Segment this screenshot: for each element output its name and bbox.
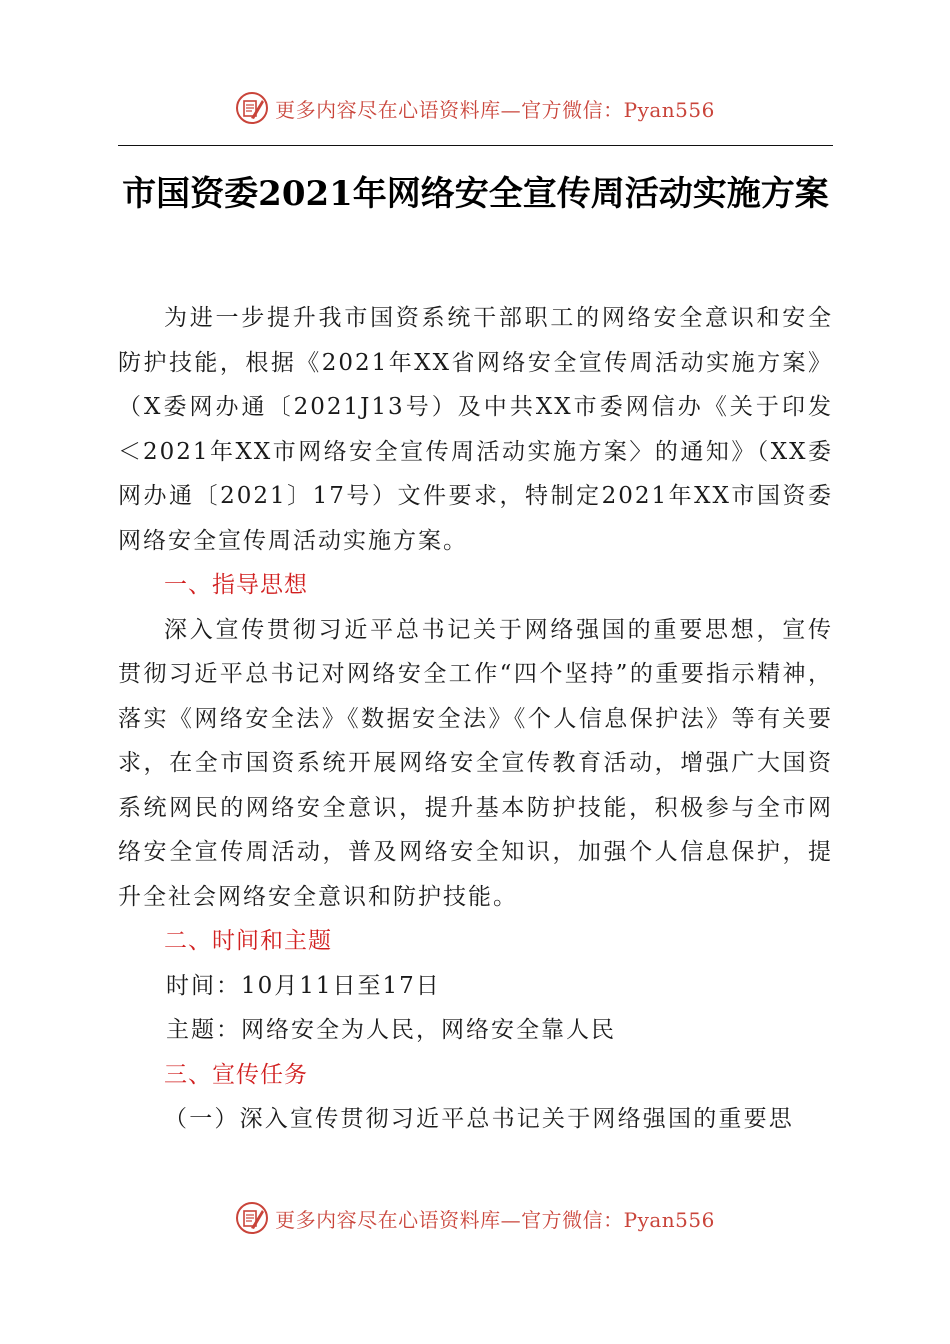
time-line: 时间：10月11日至17日 <box>166 972 441 999</box>
intro-paragraph: 为进一步提升我市国资系统干部职工的网络安全意识和安全防护技能，根据《2021年XX省网络安全宣传周活动实施方案》（X委网办通〔2021J13号）及中共XX市委网信办《关于印发＜2021年XX市网络安全宣传周活动实施方案〉的通知》（XX委网办通〔2021〕17号）文件要求，特制定2021年XX市国资委网络安全宣传周活动实施方案。 <box>118 305 833 554</box>
document-body <box>118 296 833 1142</box>
section-heading-guiding-ideology: 一、指导思想 <box>164 572 308 598</box>
header-watermark-banner <box>0 88 950 128</box>
section-heading-time-and-theme: 二、时间和主题 <box>164 928 332 954</box>
task-item-1: （一）深入宣传贯彻习近平总书记关于网络强国的重要思 <box>164 1106 794 1132</box>
footer-watermark-banner <box>0 1198 950 1238</box>
document-title: 市国资委2021年网络安全宣传周活动实施方案 <box>122 174 829 214</box>
pen-on-notepad-icon <box>235 91 269 125</box>
banner-text: 更多内容尽在心语资料库—官方微信：Pyan556 <box>275 1207 715 1232</box>
header-divider <box>118 145 833 146</box>
pen-on-notepad-icon <box>235 1201 269 1235</box>
banner-text: 更多内容尽在心语资料库—官方微信：Pyan556 <box>275 97 715 122</box>
section-heading-publicity-tasks: 三、宣传任务 <box>164 1061 308 1088</box>
guiding-ideology-paragraph: 深入宣传贯彻习近平总书记关于网络强国的重要思想，宣传贯彻习近平总书记对网络安全工作“四个坚持”的重要指示精神，落实《网络安全法》《数据安全法》《个人信息保护法》等有关要求，在全市国资系统开展网络安全宣传教育活动，增强广大国资系统网民的网络安全意识，提升基本防护技能，积极参与全市网络安全宣传周活动，普及网络安全知识，加强个人信息保护，提升全社会网络安全意识和防护技能。 <box>118 616 833 910</box>
theme-line: 主题：网络安全为人民，网络安全靠人民 <box>166 1017 616 1043</box>
